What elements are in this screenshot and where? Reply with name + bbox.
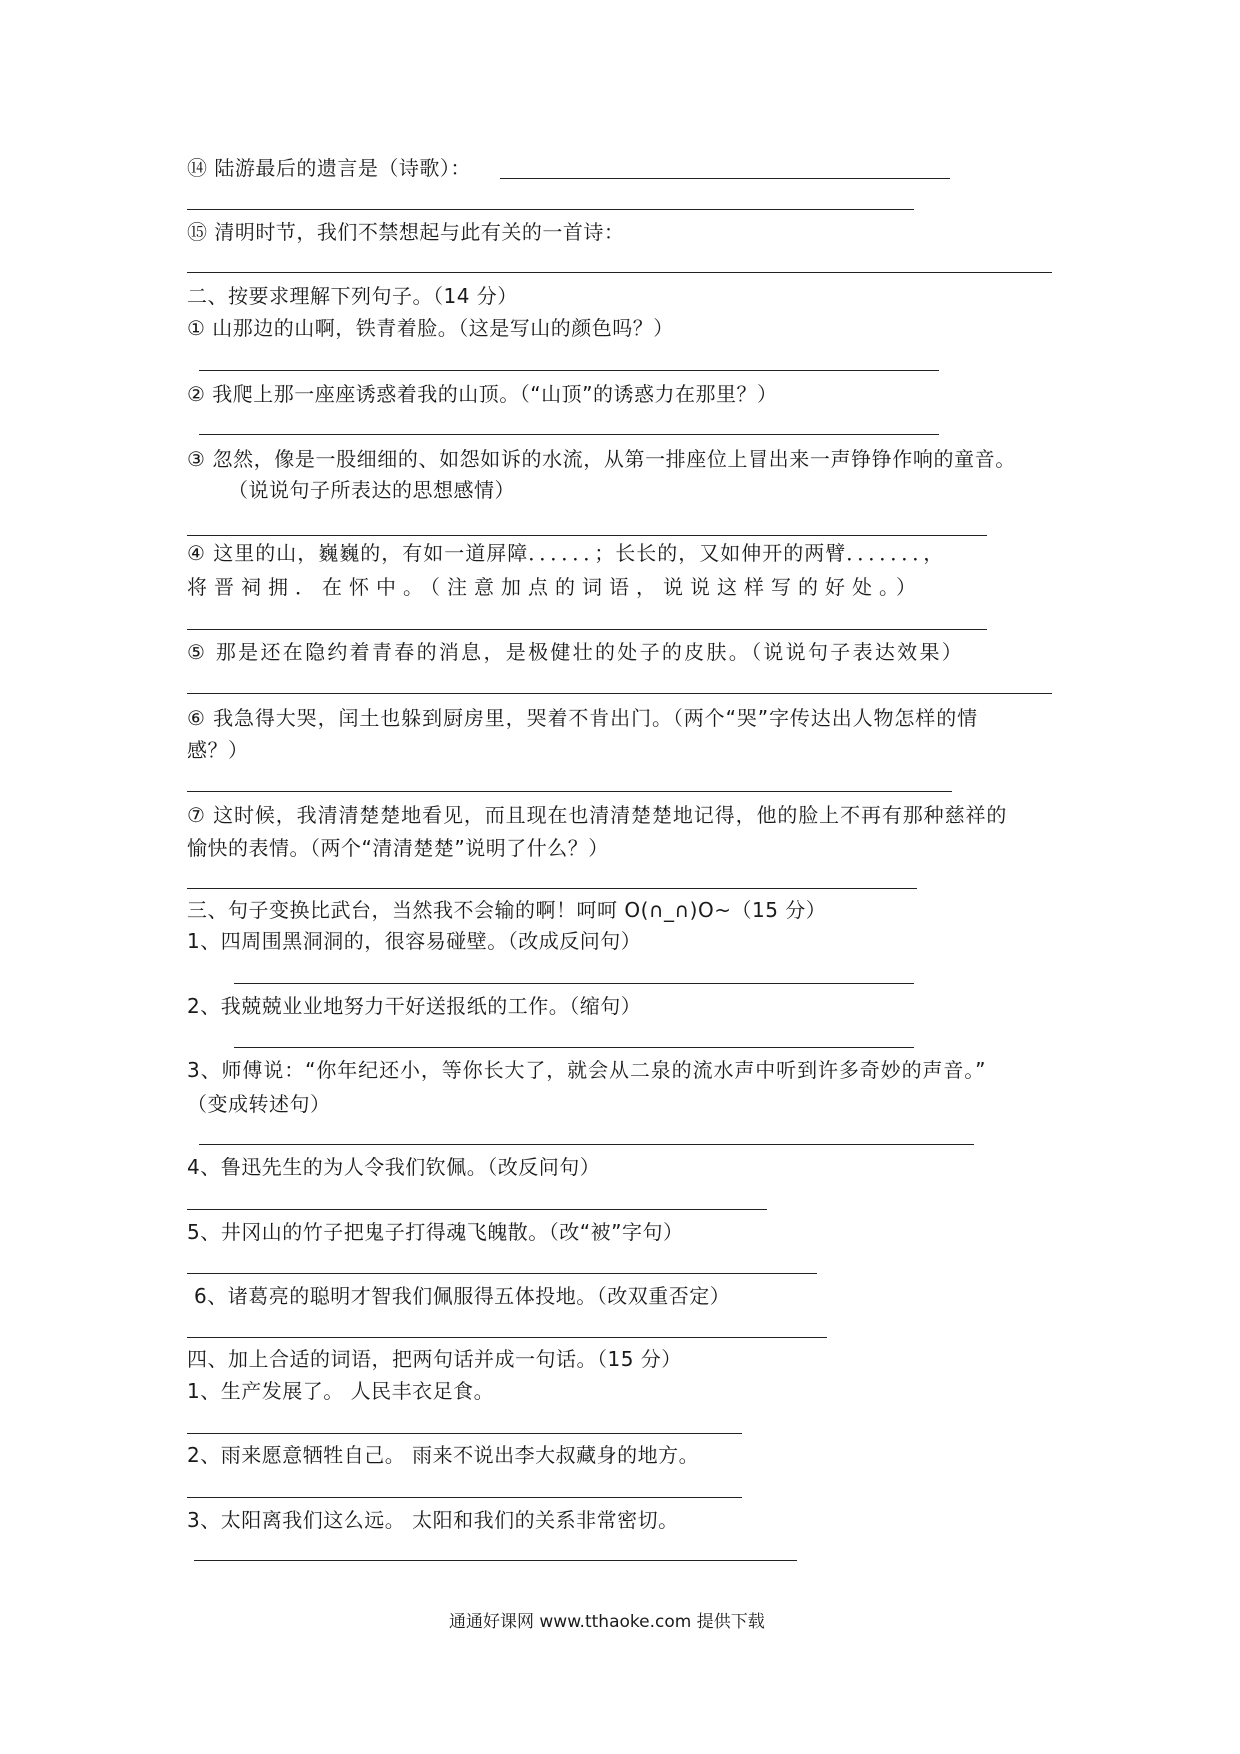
s3-question-2: 2、我兢兢业业地努力干好送报纸的工作。（缩句） xyxy=(187,994,642,1018)
s2-question-5: ⑤ 那是还在隐约着青春的消息，是极健壮的处子的皮肤。（说说句子表达效果） xyxy=(187,640,965,664)
s2-question-2: ② 我爬上那一座座诱惑着我的山顶。（“山顶”的诱惑力在那里？） xyxy=(187,382,778,406)
section-3-heading: 三、句子变换比武台，当然我不会输的啊！呵呵 O(∩_∩)O~（15 分） xyxy=(187,898,827,922)
answer-line xyxy=(187,888,917,889)
s2-question-7-cont: 愉快的表情。（两个“清清楚楚”说明了什么？） xyxy=(187,836,609,860)
s3-question-4: 4、鲁迅先生的为人令我们钦佩。（改反问句） xyxy=(187,1155,601,1179)
s2-question-4: ④ 这里的山，巍巍的，有如一道屏障．．．．．．；长长的，又如伸开的两臂．．．．．．．， xyxy=(187,541,945,565)
s3-question-3-hint: （变成转述句） xyxy=(187,1092,331,1116)
s4-question-2: 2、雨来愿意牺牲自己。 雨来不说出李大叔藏身的地方。 xyxy=(187,1443,700,1467)
s2-question-7: ⑦ 这时候，我清清楚楚地看见，而且现在也清清楚楚地记得，他的脸上不再有那种慈祥的 xyxy=(187,803,1008,827)
answer-line xyxy=(187,1273,817,1274)
answer-line xyxy=(187,629,987,630)
section-2-heading: 二、按要求理解下列句子。（14 分） xyxy=(187,284,518,308)
question-14: ⑭ 陆游最后的遗言是（诗歌）： xyxy=(187,156,471,180)
answer-line xyxy=(199,1144,974,1145)
question-15: ⑮ 清明时节，我们不禁想起与此有关的一首诗： xyxy=(187,220,625,244)
answer-line xyxy=(187,693,1052,694)
answer-line xyxy=(199,434,939,435)
answer-line xyxy=(234,983,914,984)
s4-question-3: 3、太阳离我们这么远。 太阳和我们的关系非常密切。 xyxy=(187,1508,679,1532)
s3-question-5: 5、井冈山的竹子把鬼子打得魂飞魄散。（改“被”字句） xyxy=(187,1220,684,1244)
answer-line xyxy=(199,370,939,371)
answer-line xyxy=(187,272,1052,273)
page-footer: 通通好课网 www.tthaoke.com 提供下载 xyxy=(449,1612,765,1632)
answer-line xyxy=(187,1209,767,1210)
answer-line xyxy=(187,209,914,210)
section-4-heading: 四、加上合适的词语，把两句话并成一句话。（15 分） xyxy=(187,1347,682,1371)
answer-line xyxy=(187,1497,742,1498)
s2-question-6: ⑥ 我急得大哭，闰土也躲到厨房里，哭着不肯出门。（两个“哭”字传达出人物怎样的情 xyxy=(187,706,979,730)
s2-question-3: ③ 忽然，像是一股细细的、如怨如诉的水流，从第一排座位上冒出来一声铮铮作响的童音。 xyxy=(187,447,1016,471)
answer-line xyxy=(234,1047,914,1048)
s4-question-1: 1、生产发展了。 人民丰衣足食。 xyxy=(187,1379,495,1403)
answer-line xyxy=(187,791,952,792)
answer-line xyxy=(194,1560,797,1561)
s3-question-6: 6、诸葛亮的聪明才智我们佩服得五体投地。（改双重否定） xyxy=(194,1284,731,1308)
s2-question-6-cont: 感？） xyxy=(187,738,249,762)
s2-question-3-hint: （说说句子所表达的思想感情） xyxy=(228,478,515,502)
s2-question-4-hint: 将晋祠拥．在怀中。（注意加点的词语，说说这样写的好处。） xyxy=(187,575,923,599)
s3-question-3: 3、师傅说：“你年纪还小，等你长大了，就会从二泉的流水声中听到许多奇妙的声音。” xyxy=(187,1058,987,1082)
s2-question-1: ① 山那边的山啊，铁青着脸。（这是写山的颜色吗？） xyxy=(187,316,674,340)
answer-line xyxy=(187,1433,742,1434)
answer-line xyxy=(187,535,987,536)
answer-line xyxy=(187,1337,827,1338)
s3-question-1: 1、四周围黑洞洞的，很容易碰壁。（改成反问句） xyxy=(187,929,642,953)
answer-line xyxy=(500,178,950,179)
